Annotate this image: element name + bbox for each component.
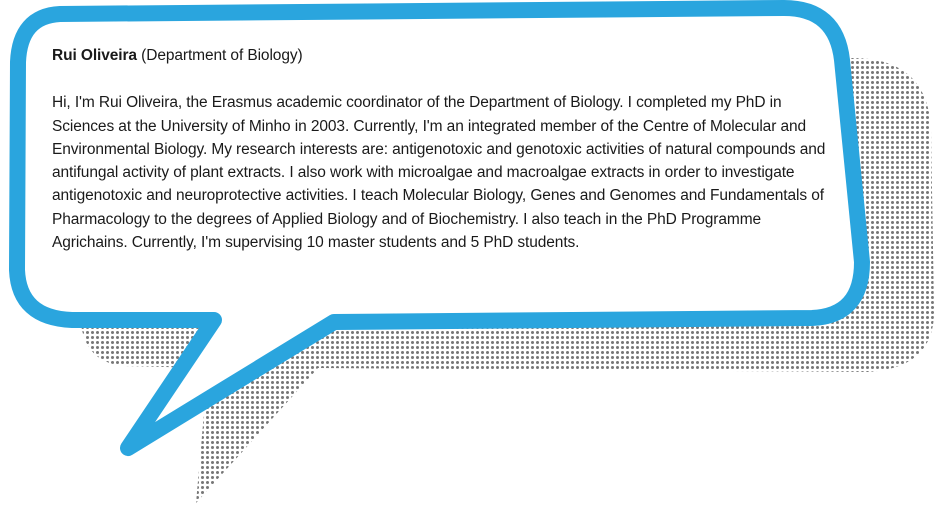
profile-name: Rui Oliveira — [52, 47, 137, 64]
profile-bio: Hi, I'm Rui Oliveira, the Erasmus academic coordinator of the Department of Biology. I completed my PhD in Sciences at the University of Minho in 2003. Currently, I'm an integrated member of the Centre of Molecular and Environmental Biology. My research interests are: antigenotoxic and genotoxic activities of natural compounds and antifungal activity of plant extracts. I also work with microalgae and macroalgae extracts in order to investigate antigenotoxic and neuroprotective activities. I teach Molecular Biology, Genes and Genomes and Fundamentals of Pharmacology to the degrees of Applied Biology and of Biochemistry. I also teach in the PhD Programme Agrichains. Currently, I'm supervising 10 master students and 5 PhD students. — [52, 94, 826, 252]
profile-heading — [52, 44, 837, 67]
profile-content — [52, 44, 837, 254]
profile-department: (Department of Biology) — [141, 47, 303, 64]
